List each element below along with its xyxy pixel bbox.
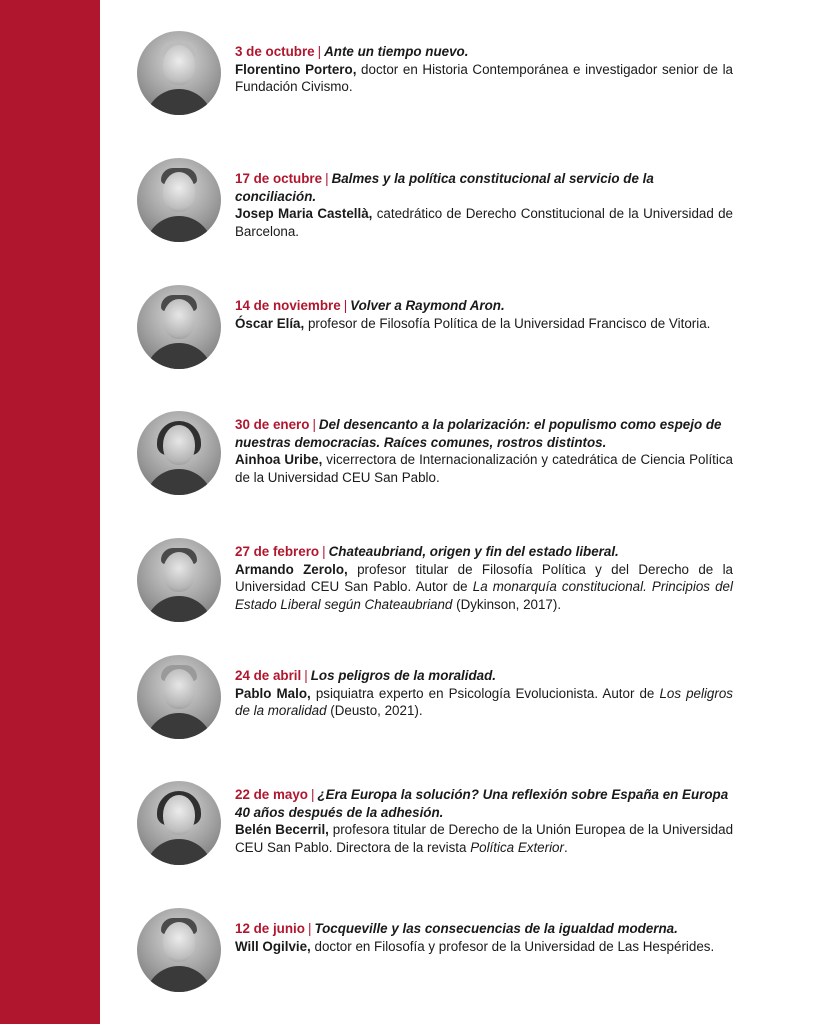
speaker-photo <box>137 411 221 495</box>
talk-date: 27 de febrero <box>235 544 320 559</box>
talk-title: Chateaubriand, origen y fin del estado liberal. <box>328 544 619 559</box>
speaker-description: profesor titular de Filosofía Política y del Derecho de la Universidad CEU San Pablo. Autor de <box>235 561 733 594</box>
talk-title: Volver a Raymond Aron. <box>350 298 505 313</box>
speaker-photo <box>137 908 221 992</box>
speaker-name: Ainhoa Uribe, <box>235 452 323 467</box>
talk-date: 22 de mayo <box>235 787 308 802</box>
talk-entry <box>137 158 737 250</box>
separator: | <box>307 921 312 936</box>
talk-entry <box>137 538 737 630</box>
red-sidebar-band <box>0 0 100 1024</box>
speaker-photo <box>137 158 221 242</box>
talk-text <box>235 43 733 96</box>
separator: | <box>310 787 315 802</box>
speaker-name: Florentino Portero, <box>235 61 357 77</box>
talk-entry <box>137 285 737 377</box>
speaker-description: doctor en Historia Contemporánea e investigador senior de la Fundación Civismo. <box>235 61 733 94</box>
separator: | <box>325 171 329 186</box>
talk-date: 30 de enero <box>235 417 310 432</box>
talk-text <box>235 543 733 613</box>
talk-entry <box>137 781 737 873</box>
speaker-photo <box>137 538 221 622</box>
separator: | <box>317 44 322 59</box>
talk-date: 24 de abril <box>235 668 302 683</box>
speaker-description: doctor en Filosofía y profesor de la Universidad de Las Hespérides. <box>310 938 715 954</box>
talk-entry <box>137 655 737 747</box>
separator: | <box>312 417 316 432</box>
magazine-title: Política Exterior <box>470 839 564 855</box>
speaker-name: Josep Maria Castellà, <box>235 206 373 221</box>
talk-entry <box>137 908 737 1000</box>
talk-entry <box>137 31 737 123</box>
talk-title-continued: nuestras democracias. Raíces comunes, rostros distintos. <box>235 434 607 450</box>
separator: | <box>343 298 348 313</box>
speaker-name: Belén Becerril, <box>235 822 329 837</box>
description-end: . <box>563 839 568 855</box>
talk-date: 12 de junio <box>235 921 305 936</box>
speaker-name: Pablo Malo, <box>235 685 311 701</box>
speaker-name: Óscar Elía, <box>235 315 305 331</box>
separator: | <box>322 544 326 559</box>
talk-text <box>235 416 733 486</box>
talk-title-continued: 40 años después de la adhesión. <box>235 804 444 820</box>
talk-title: Tocqueville y las consecuencias de la igualdad moderna. <box>314 921 678 936</box>
book-title: Los peligros de la moralidad <box>235 685 733 718</box>
speaker-name: Armando Zerolo, <box>235 561 348 577</box>
talk-title: Los peligros de la moralidad. <box>310 668 497 683</box>
speaker-description: catedrático de Derecho Constitucional de la Universidad de Barcelona. <box>235 206 733 239</box>
talk-date: 3 de octubre <box>235 44 315 59</box>
book-title: La monarquía constitucional. Principios del Estado Liberal según Chateaubriand <box>235 579 733 612</box>
talk-entry <box>137 411 737 503</box>
speaker-description: psiquiatra experto en Psicología Evolucionista. Autor de <box>310 685 660 701</box>
talk-title: ¿Era Europa la solución? Una reflexión sobre España en Europa <box>317 787 729 802</box>
talk-title: Ante un tiempo nuevo. <box>324 44 469 59</box>
talk-date: 17 de octubre <box>235 171 323 186</box>
speaker-photo <box>137 655 221 739</box>
talk-title: Balmes y la política constitucional al servicio de la conciliación. <box>235 171 654 204</box>
talk-text <box>235 170 733 240</box>
book-publisher: (Deusto, 2021). <box>326 703 423 718</box>
speaker-description: profesor de Filosofía Política de la Universidad Francisco de Vitoria. <box>304 315 711 331</box>
talk-text <box>235 920 733 955</box>
speaker-description: vicerrectora de Internacionalización y catedrática de Ciencia Política de la Universidad CEU San Pablo. <box>235 452 734 485</box>
speaker-photo <box>137 285 221 369</box>
speaker-name: Will Ogilvie, <box>235 938 311 954</box>
book-publisher: (Dykinson, 2017). <box>452 596 562 612</box>
talk-text <box>235 297 733 332</box>
talk-date: 14 de noviembre <box>235 298 341 313</box>
speaker-photo <box>137 31 221 115</box>
separator: | <box>304 668 308 683</box>
speaker-description: profesora titular de Derecho de la Unión Europea de la Universidad CEU San Pablo. Directora de la revista <box>235 822 734 855</box>
talk-text <box>235 786 733 856</box>
talk-title: Del desencanto a la polarización: el populismo como espejo de <box>318 417 722 432</box>
speaker-photo <box>137 781 221 865</box>
talk-text <box>235 667 733 720</box>
